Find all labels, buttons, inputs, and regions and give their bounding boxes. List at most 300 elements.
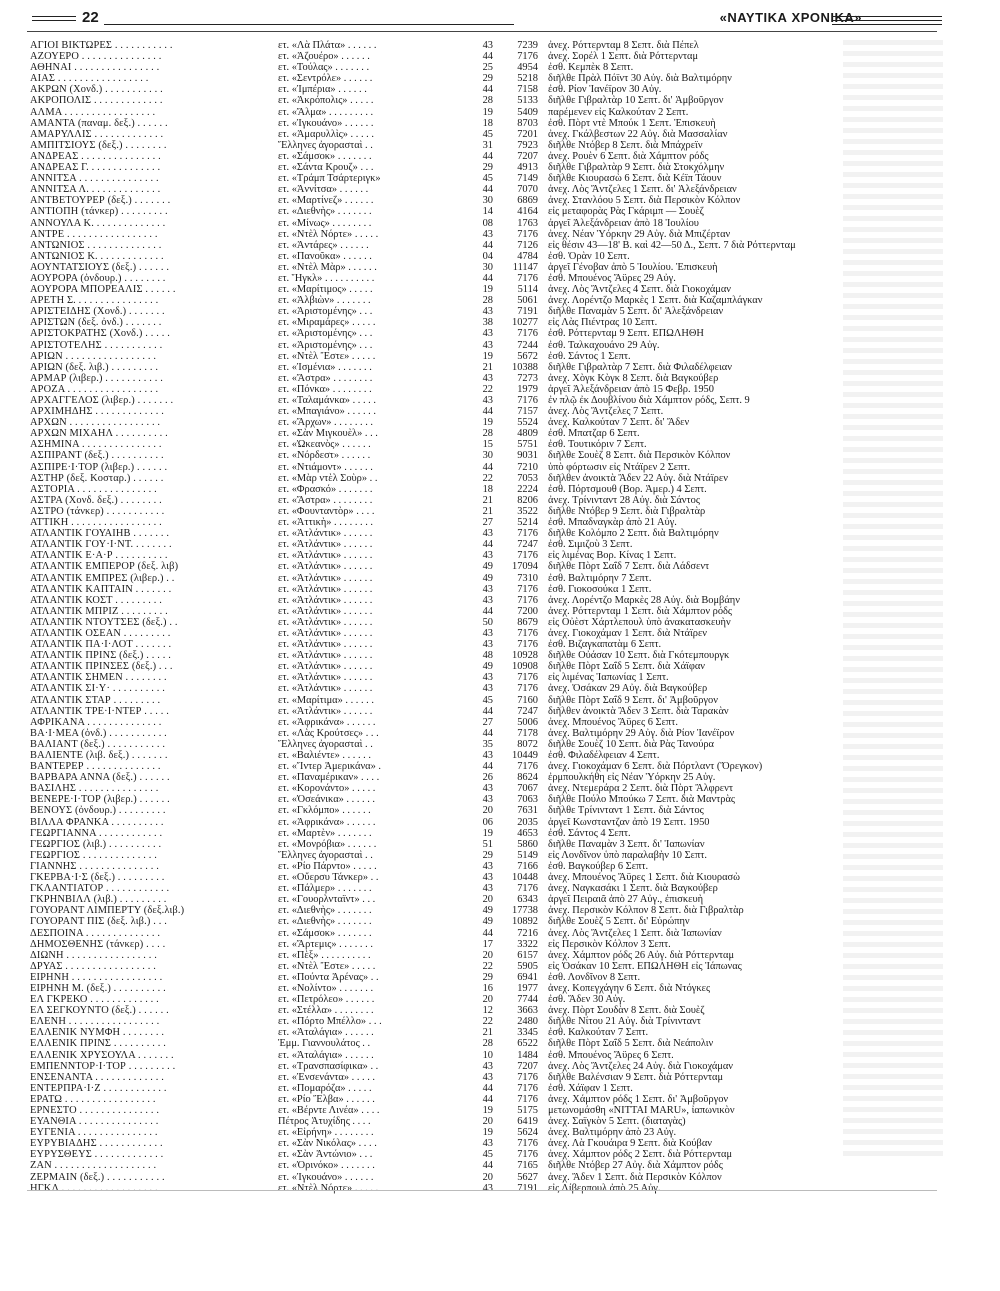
voyage-status: διῆλθε Παναμὰν 3 Σεπτ. δι' Ἰαπωνίαν xyxy=(548,838,705,850)
table-row xyxy=(30,595,930,606)
table-row xyxy=(30,107,930,118)
ship-name: ΑΤΛΑΝΤΙΚ ΕΜΠΕΡΟΡ (δεξ. λιβ) xyxy=(30,561,179,573)
build-year: 44 xyxy=(482,705,493,717)
ship-name: ΑΖΟΥΕΡΟ . . . . . . . . . . . . . . . xyxy=(30,51,162,63)
charter-owner: ετ. «Ντὲλ Ἔστε» . . . . . xyxy=(278,960,376,972)
ship-name: ΒΑ·Ι·ΜΕΑ (ὀνδ.) . . . . . . . . . . . xyxy=(30,727,167,739)
charter-owner: ετ. «Ἀτλάντικ» . . . . . . xyxy=(278,627,373,639)
build-year: 20 xyxy=(482,994,493,1006)
table-row xyxy=(30,73,930,84)
ship-name: ΑΝΤΩΝΙΟΣ Κ. . . . . . . . . . . . . xyxy=(30,250,164,262)
build-year: 21 xyxy=(482,361,493,373)
voyage-status: εἰς Λὰς Πιέντρας 10 Σεπτ. xyxy=(548,317,658,329)
table-row xyxy=(30,340,930,351)
build-year: 43 xyxy=(482,794,493,806)
voyage-status: ἀνεχ. Καλκούταν 7 Σεπτ. δι' Ἄδεν xyxy=(548,417,690,429)
tonnage: 10388 xyxy=(512,361,538,373)
voyage-status: διῆλθε Ντόβερ 27 Αὐγ. διὰ Χάμπτον ρόδς xyxy=(548,1160,723,1172)
table-row xyxy=(30,828,930,839)
voyage-status: ὑπὸ φόρτωσιν εἰς Ντάϊρεν 2 Σεπτ. xyxy=(548,461,691,473)
build-year: 08 xyxy=(482,217,493,229)
tonnage: 10449 xyxy=(512,750,538,761)
ship-name: ΑΝΔΡΕΑΣ . . . . . . . . . . . . . . . xyxy=(30,150,161,162)
table-row xyxy=(30,262,930,273)
table-row xyxy=(30,661,930,672)
ship-name: ΒΑΣΙΛΗΣ . . . . . . . . . . . . . . . xyxy=(30,783,159,795)
build-year: 45 xyxy=(482,1149,493,1161)
table-row xyxy=(30,317,930,328)
table-row xyxy=(30,1138,930,1149)
table-row xyxy=(30,983,930,994)
tonnage: 7149 xyxy=(517,173,538,185)
tonnage: 7176 xyxy=(517,395,538,406)
table-row xyxy=(30,628,930,639)
voyage-status: διῆλθεν ἀνοικτὰ Ἄδεν 22 Αὐγ. διὰ Ντάϊρεν xyxy=(548,472,728,484)
ship-name: ΑΤΛΑΝΤΙΚ ΚΑΠΤΑΙΝ . . . . . . . xyxy=(30,583,172,595)
voyage-status: διῆλθε Πὸρτ Σαΐδ 5 Σεπτ. διὰ Νεάπολιν xyxy=(548,1038,714,1050)
ship-name: ΕΡΝΕΣΤΟ . . . . . . . . . . . . . . . xyxy=(30,1105,160,1116)
voyage-status: ἐσθ. Τουτικόριν 7 Σεπτ. xyxy=(548,439,647,451)
charter-owner: ετ. «Μαρτίνεζ» . . . . . . xyxy=(278,195,374,207)
voyage-status: ἐσθ. Μπουένος Ἄϋρες 6 Σεπτ. xyxy=(548,1049,674,1061)
build-year: 22 xyxy=(482,960,493,972)
build-year: 49 xyxy=(482,661,493,673)
ship-name: ΒΑΝΤΕΡΕΡ . . . . . . . . . . . . . . xyxy=(30,761,161,773)
tonnage: 8072 xyxy=(517,738,538,750)
voyage-status: ἀνεχ. Σορέλ 1 Σεπτ. διὰ Ρόττερνταμ xyxy=(548,51,699,63)
ship-name: ΓΚΕΡΒΑ·Ι·Σ (δεξ.) . . . . . . . . . xyxy=(30,872,165,884)
voyage-status: ἐρμπουλκήθη εἰς Νέαν Ὑόρκην 25 Αὐγ. xyxy=(548,772,716,784)
voyage-status: ἀνεχ. Χάμπτον ρόδς 1 Σεπτ. δι' Ἀμβοῦργον xyxy=(548,1093,729,1105)
tonnage: 7176 xyxy=(517,1093,538,1105)
ship-name: ΖΕΡΜΑΙΝ (δεξ.) . . . . . . . . . . . xyxy=(30,1171,165,1183)
table-row xyxy=(30,506,930,517)
charter-owner: ετ. «Πανοῦκα» . . . . . . xyxy=(278,250,372,262)
voyage-status: ἐσθ. Σάντος 1 Σεπτ. xyxy=(548,350,631,362)
build-year: 22 xyxy=(482,383,493,395)
ship-name: ΕΝΤΕΡΠΡΑ·Ι·Ζ . . . . . . . . . . . . xyxy=(30,1082,167,1094)
table-row xyxy=(30,51,930,62)
tonnage: 5627 xyxy=(517,1171,538,1183)
ship-name: ΒΑΡΒΑΡΑ ΑΝΝΑ (δεξ.) . . . . . . xyxy=(30,772,170,784)
tonnage: 3322 xyxy=(517,938,538,950)
charter-owner: ετ. «Σὰν Μιγκουὲλ» . . . xyxy=(278,428,378,440)
table-row xyxy=(30,1094,930,1105)
charter-owner: ετ. «Ἰγκουάνο» . . . . . . xyxy=(278,117,374,129)
tonnage: 4954 xyxy=(517,62,538,74)
voyage-status: διῆλθε Σουὲζ 5 Σεπτ. δι' Εὐρώπην xyxy=(548,916,690,928)
table-row xyxy=(30,883,930,894)
charter-owner: ετ. «Ἴντερ Ἀμερικάνα» . xyxy=(278,761,381,773)
tonnage: 5751 xyxy=(517,439,538,451)
tonnage: 7191 xyxy=(517,306,538,318)
table-row xyxy=(30,362,930,373)
build-year: 19 xyxy=(482,827,493,839)
charter-owner: ετ. «Μαρίτιμα» . . . . . . xyxy=(278,694,374,706)
build-year: 19 xyxy=(482,284,493,296)
charter-owner: ετ. «Ρίο Πάρντο» . . . . . xyxy=(278,860,377,872)
tonnage: 7067 xyxy=(517,783,538,795)
ship-name: ΑΣΠΙΡΑΝΤ (δεξ.) . . . . . . . . . . xyxy=(30,450,164,462)
tonnage: 5624 xyxy=(517,1127,538,1139)
tonnage: 8624 xyxy=(517,772,538,784)
ship-name: ΑΣΠΙΡΕ·Ι·ΤΟΡ (λιβερ.) . . . . . . xyxy=(30,461,168,473)
build-year: 43 xyxy=(482,683,493,695)
charter-owner: ετ. «Ἐνσενάντα» . . . . . xyxy=(278,1071,375,1083)
voyage-status: ἀργεῖ Κωνσταντζαν ἀπὸ 19 Σεπτ. 1950 xyxy=(548,816,710,828)
build-year: 43 xyxy=(482,1060,493,1072)
build-year: 30 xyxy=(482,261,493,273)
tonnage: 1979 xyxy=(517,383,538,395)
voyage-status: ἀργεῖ Ἀλεξάνδρειαν ἀπὸ 15 Φεβρ. 1950 xyxy=(548,383,714,395)
table-row xyxy=(30,240,930,251)
voyage-status: ἀνεχ. Λὸς Ἄντζελες 24 Αὐγ. διὰ Γιοκοχάμαν xyxy=(548,1060,734,1072)
charter-owner: ετ. «Ἀτλάντικ» . . . . . . xyxy=(278,605,373,617)
build-year: 28 xyxy=(482,1038,493,1050)
build-year: 49 xyxy=(482,572,493,584)
build-year: 49 xyxy=(482,905,493,917)
voyage-status: διῆλθε Πρὰλ Πόϊντ 30 Αὐγ. διὰ Βαλτιμόρην xyxy=(548,73,732,85)
tonnage: 5061 xyxy=(517,295,538,307)
table-row xyxy=(30,550,930,561)
voyage-status: διῆλθε Σουὲζ 10 Σεπτ. διὰ Ρὰς Τανούρα xyxy=(548,738,714,750)
voyage-status: διῆλθε Σουὲζ 8 Σεπτ. διὰ Περσικὸν Κόλπον xyxy=(548,450,731,462)
charter-owner: ετ. «Ἀλβιὼν» . . . . . . . xyxy=(278,295,371,307)
build-year: 48 xyxy=(482,650,493,662)
voyage-status: εἰς Περσικὸν Κόλπον 3 Σεπτ. xyxy=(548,938,671,950)
charter-owner: ετ. «Ἀτλάντικ» . . . . . . xyxy=(278,583,373,595)
ship-name: ΑΤΛΑΝΤΙΚ ΕΜΠΡΕΣ (λιβερ.) . . xyxy=(30,572,175,584)
voyage-status: ἀνεχ. Λὸς Ἄντζελες 7 Σεπτ. xyxy=(548,406,664,418)
tonnage: 7053 xyxy=(517,472,538,484)
voyage-status: ἀνεχ. Λὸς Ἄντζελες 1 Σεπτ. δι' Ἀλεξάνδρειαν xyxy=(548,184,737,196)
charter-owner: Πέτρος Ἀτυχίδης . . . . xyxy=(278,1116,371,1128)
build-year: 20 xyxy=(482,1116,493,1128)
charter-owner: ετ. «Τρανσπασίφικα» . . xyxy=(278,1060,379,1072)
tonnage: 7310 xyxy=(517,572,538,584)
build-year: 30 xyxy=(482,195,493,207)
table-row xyxy=(30,140,930,151)
tonnage: 4653 xyxy=(517,827,538,839)
table-row xyxy=(30,1183,930,1194)
charter-owner: ετ. «Γουορλνταϊντ» . . . xyxy=(278,894,376,906)
build-year: 17 xyxy=(482,938,493,950)
voyage-status: ἀνεχ. Λὸς Ἄντζελες 4 Σεπτ. διὰ Γιοκοχάμαν xyxy=(548,284,731,296)
table-row xyxy=(30,450,930,461)
build-year: 44 xyxy=(482,927,493,939)
build-year: 20 xyxy=(482,1171,493,1183)
build-year: 19 xyxy=(482,106,493,118)
table-row xyxy=(30,184,930,195)
build-year: 28 xyxy=(482,95,493,107)
tonnage: 10448 xyxy=(512,872,538,884)
table-row xyxy=(30,683,930,694)
ship-name: ΑΜΑΝΤΑ (παναμ. δεξ.) . . . . . . xyxy=(30,117,168,129)
charter-owner: Ἕλληνες ἀγορασταὶ . . xyxy=(278,139,373,151)
build-year: 43 xyxy=(482,639,493,651)
charter-owner: ετ. «Ἀτλάντικ» . . . . . . xyxy=(278,539,373,551)
ship-name: ΑΤΛΑΝΤΙΚ ΠΡΙΝΣΕΣ (δεξ.) . . . xyxy=(30,661,173,673)
build-year: 04 xyxy=(482,250,493,262)
voyage-status: ἀνεχ. Κοπεγχάγην 6 Σεπτ. διὰ Ντόγκες xyxy=(548,982,711,994)
voyage-status: ἐσθ. Βαλτιμόρην 7 Σεπτ. xyxy=(548,572,652,584)
voyage-status: ἀνεχ. Ντεμεράρα 2 Σεπτ. διὰ Πὸρτ Ἄλφρεντ xyxy=(548,783,734,795)
table-row xyxy=(30,706,930,717)
charter-owner: ετ. «Σὰν Νικόλας» . . . . xyxy=(278,1138,377,1150)
tonnage: 7166 xyxy=(517,860,538,872)
voyage-status: ἀνεχ. Στανλόου 5 Σεπτ. διὰ Περσικὸν Κόλπον xyxy=(548,195,741,207)
voyage-status: ἀργεῖ Γένοβαν ἀπὸ 5 Ἰουλίου. Ἐπισκευὴ xyxy=(548,261,718,273)
ship-name: ΑΝΔΡΕΑΣ Γ. . . . . . . . . . . . . . xyxy=(30,162,161,174)
table-row xyxy=(30,1027,930,1038)
ship-name: ΑΝΝΙΤΣΑ . . . . . . . . . . . . . . . xyxy=(30,173,159,185)
charter-owner: ετ. Ἥγκλ» . . . . . . . . . . xyxy=(278,272,375,284)
table-row xyxy=(30,561,930,572)
table-row xyxy=(30,95,930,106)
voyage-status: ἀνεχ. Ρόττερνταμ 1 Σεπτ. διὰ Χάμπτον ρόδς xyxy=(548,605,733,617)
tonnage: 4913 xyxy=(517,162,538,174)
charter-owner: ετ. «Σάμσοκ» . . . . . . . xyxy=(278,927,372,939)
tonnage: 7191 xyxy=(517,1182,538,1194)
running-title: «ΝΑΥΤΙΚΑ ΧΡΟΝΙΚΑ» xyxy=(719,10,862,25)
charter-owner: ετ. «Ἰσμένια» . . . . . . . xyxy=(278,361,372,373)
tonnage: 7176 xyxy=(517,328,538,340)
voyage-status: ἐσθ. Ταλκαχουάνο 29 Αὐγ. xyxy=(548,339,660,351)
build-year: 51 xyxy=(482,838,493,850)
build-year: 43 xyxy=(482,1071,493,1083)
build-year: 44 xyxy=(482,84,493,96)
charter-owner: ετ. «Ταλαμάνκα» . . . . . xyxy=(278,395,376,406)
ship-name: ΕΛΛΕΝΙΚ ΧΡΥΣΟΥΛΑ . . . . . . . xyxy=(30,1049,174,1061)
ship-name: ΑΟΥΡΟΡΑ ΜΠΟΡΕΑΛΙΣ . . . . . . xyxy=(30,284,176,296)
ship-name: ΕΥΡΥΒΙΑΔΗΣ . . . . . . . . . . . . xyxy=(30,1138,163,1150)
ship-name: ΑΤΛΑΝΤΙΚ ΚΟΣΤ . . . . . . . . . xyxy=(30,594,162,606)
table-row xyxy=(30,717,930,728)
charter-owner: ετ. «Τράμπ Τσάρτεριγκ» xyxy=(278,173,381,185)
table-row xyxy=(30,739,930,750)
voyage-status: διῆλθε Γιβραλτὰρ 9 Σεπτ. διὰ Στοκχόλμην xyxy=(548,162,725,174)
table-row xyxy=(30,783,930,794)
ship-name: ΕΛΛΕΝΙΚ ΝΥΜΦΗ . . . . . . . . xyxy=(30,1027,165,1039)
charter-owner: ετ. «Νόρδεστ» . . . . . . xyxy=(278,450,371,462)
ship-name: ΑΤΛΑΝΤΙΚ ΓΟΥ·Ι·ΝΤ. . . . . . . . xyxy=(30,539,172,551)
ship-name: ΓΕΩΡΓΙΑΝΝΑ . . . . . . . . . . . . xyxy=(30,827,163,839)
tonnage: 5149 xyxy=(517,849,538,861)
tonnage: 7176 xyxy=(517,1082,538,1094)
tonnage: 2224 xyxy=(517,483,538,495)
charter-owner: ετ. «Φρασκό» . . . . . . . xyxy=(278,483,373,495)
voyage-status: ἀνεχ. Χάμπτον ρόδς 26 Αὐγ. διὰ Ρόττερνταμ xyxy=(548,949,735,961)
build-year: 21 xyxy=(482,505,493,517)
ship-name: ΑΡΙΣΤΕΙΔΗΣ (Χονδ.) . . . . . . . xyxy=(30,306,165,318)
table-row xyxy=(30,939,930,950)
charter-owner: ετ. «Ἄρτεμις» . . . . . . . xyxy=(278,938,373,950)
charter-owner: ετ. «Ἀκρόπολις» . . . . . xyxy=(278,95,374,107)
voyage-status: ἐσθ. Ἄδεν 30 Αὐγ. xyxy=(548,994,626,1006)
ship-name: ΑΤΛΑΝΤΙΚ ΓΟΥΑΙΗΒ . . . . . . . xyxy=(30,528,170,540)
voyage-status: ἀνεχ. Μπουένος Ἄϋρες 6 Σεπτ. xyxy=(548,716,678,728)
tonnage: 7063 xyxy=(517,794,538,806)
table-row xyxy=(30,573,930,584)
table-row xyxy=(30,1072,930,1083)
build-year: 44 xyxy=(482,761,493,773)
ship-name: ΔΙΩΝΗ . . . . . . . . . . . . . . . . . xyxy=(30,949,158,961)
tonnage: 7176 xyxy=(517,1138,538,1150)
build-year: 22 xyxy=(482,472,493,484)
voyage-status: ἀνεχ. Λορέντζο Μαρκὲς 1 Σεπτ. διὰ Καζαμπλάγκαν xyxy=(548,295,763,307)
charter-owner: ετ. «Πομαρόζα» . . . . . xyxy=(278,1082,372,1094)
charter-owner: ετ. «Ἰμπέρια» . . . . . . xyxy=(278,84,367,96)
table-row xyxy=(30,118,930,129)
tonnage: 8703 xyxy=(517,117,538,129)
ship-name: ΒΑΛΙΑΝΤ (δεξ.) . . . . . . . . . . . xyxy=(30,738,166,750)
build-year: 21 xyxy=(482,1027,493,1039)
ship-name: ΓΚΡΗΝΒΙΛΛ (λιβ.) . . . . . . . . . xyxy=(30,894,167,906)
voyage-status: ἀνεχ. Γκάλβεστων 22 Αὐγ. διὰ Μασσαλίαν xyxy=(548,128,728,140)
charter-owner: ετ. «Ὀρινόκο» . . . . . . . xyxy=(278,1160,375,1172)
charter-owner: ετ. «Πόνκα» . . . . . . . . xyxy=(278,383,372,395)
footer-rule xyxy=(27,1190,937,1191)
charter-owner: ετ. «Μαρίτιμος» . . . . . xyxy=(278,284,373,296)
table-row xyxy=(30,972,930,983)
tonnage: 4809 xyxy=(517,428,538,440)
ship-name: ΕΡΑΤΩ . . . . . . . . . . . . . . . . . xyxy=(30,1093,156,1105)
table-row xyxy=(30,672,930,683)
ship-name: ΑΣΤΡΟ (τάνκερ) . . . . . . . . . . . xyxy=(30,505,165,517)
build-year: 25 xyxy=(482,62,493,74)
charter-owner: ετ. «Σάμσοκ» . . . . . . . xyxy=(278,150,372,162)
ship-name: ΑΡΕΤΗ Σ. . . . . . . . . . . . . . . . xyxy=(30,295,159,307)
build-year: 43 xyxy=(482,883,493,895)
voyage-status: διῆλθε Πὸρτ Σαΐδ 7 Σεπτ. διὰ Λάδσεντ xyxy=(548,561,710,573)
build-year: 43 xyxy=(482,339,493,351)
tonnage: 7176 xyxy=(517,639,538,651)
build-year: 29 xyxy=(482,971,493,983)
charter-owner: Ἐμμ. Γιαννουλάτος . . xyxy=(278,1038,371,1050)
build-year: 18 xyxy=(482,483,493,495)
voyage-status: ἐσθ. Καλκούταν 7 Σεπτ. xyxy=(548,1027,649,1039)
ship-name: ΑΤΛΑΝΤΙΚ ΠΡΙΝΣ (δεξ.) . . . . . xyxy=(30,650,171,662)
table-row xyxy=(30,1127,930,1138)
voyage-status: ἐσθ. Μπουένος Ἄϋρες 29 Αὐγ. xyxy=(548,272,676,284)
ship-name: ΕΙΡΗΝΗ . . . . . . . . . . . . . . . . . xyxy=(30,971,163,983)
tonnage: 7070 xyxy=(517,184,538,196)
charter-owner: ετ. «Ντιάμοντ» . . . . . . xyxy=(278,461,373,473)
charter-owner: ετ. «Νολίντο» . . . . . . . xyxy=(278,982,374,994)
ship-name: ΑΤΛΑΝΤΙΚ ΟΣΕΑΝ . . . . . . . . . xyxy=(30,627,171,639)
voyage-status: ἀνεχ. Βαλτιμόρην 29 Αὐγ. διὰ Ρίον Ἰανέϊρον xyxy=(548,727,735,739)
table-row xyxy=(30,373,930,384)
table-row xyxy=(30,306,930,317)
charter-owner: ετ. «Μίνως» . . . . . . . . xyxy=(278,217,372,229)
table-row xyxy=(30,994,930,1005)
voyage-status: διῆλθε Γιβραλτὰρ 10 Σεπτ. δι' Ἀμβοῦργον xyxy=(548,95,724,107)
voyage-status: ἐσθ. Μπατζαρ 6 Σεπτ. xyxy=(548,428,640,440)
table-row xyxy=(30,584,930,595)
charter-owner: ετ. «Ἀτλάντικ» . . . . . . xyxy=(278,561,373,573)
ship-name: ΑΤΛΑΝΤΙΚ ΣΙ·Υ· . . . . . . . . . . xyxy=(30,683,166,695)
tonnage: 7160 xyxy=(517,694,538,706)
tonnage: 7207 xyxy=(517,1060,538,1072)
build-year: 43 xyxy=(482,672,493,684)
voyage-status: ἐσθ. Πόρτσμουθ (Βορ. Ἀμερ.) 4 Σεπτ. xyxy=(548,483,707,495)
tonnage: 7158 xyxy=(517,84,538,96)
voyage-status: ἀργεῖ Πειραιᾶ ἀπὸ 27 Αὐγ., ἐπισκευὴ xyxy=(548,894,704,906)
tonnage: 7247 xyxy=(517,705,538,717)
ship-name: ΑΡΧΩΝ . . . . . . . . . . . . . . . . . xyxy=(30,417,161,429)
table-row xyxy=(30,1016,930,1027)
tonnage: 5175 xyxy=(517,1105,538,1116)
tonnage: 10277 xyxy=(512,317,538,329)
charter-owner: ετ. «Ρίο Ἔλβα» . . . . . . xyxy=(278,1093,375,1105)
voyage-status: διῆλθε Παναμὰν 5 Σεπτ. δι' Ἀλεξάνδρειαν xyxy=(548,306,724,318)
tonnage: 7176 xyxy=(517,583,538,595)
charter-owner: ετ. «Ντὲλ Νόρτε» . . . . . xyxy=(278,228,379,240)
tonnage: 7176 xyxy=(517,528,538,540)
tonnage: 7176 xyxy=(517,272,538,284)
ship-name: ΓΟΥΟΡΑΝΤ ΠΙΣ (δεξ. λιβ.) . . . xyxy=(30,916,167,928)
voyage-status: ἐσθ. Ρίον Ἰανέϊρον 30 Αὐγ. xyxy=(548,84,662,96)
ship-name: ΑΣΗΜΙΝΑ . . . . . . . . . . . . . . . xyxy=(30,439,162,451)
table-row xyxy=(30,794,930,805)
ship-name: ΕΥΓΕΝΙΑ . . . . . . . . . . . . . . . xyxy=(30,1127,158,1139)
tonnage: 7176 xyxy=(517,51,538,63)
tonnage: 5114 xyxy=(517,284,538,296)
ship-name: ΑΣΤΟΡΙΑ . . . . . . . . . . . . . . . xyxy=(30,483,157,495)
voyage-status: ἀνεχ. Λὰ Γκουάιρα 9 Σεπτ. διὰ Κούβαν xyxy=(548,1138,712,1150)
ship-name: ΑΤΛΑΝΤΙΚ ΣΗΜΕΝ . . . . . . . . xyxy=(30,672,167,684)
build-year: 44 xyxy=(482,1082,493,1094)
voyage-status: ἐσθ. Πὸρτ ντὲ Μπούκ 1 Σεπτ. Ἐπισκευὴ xyxy=(548,117,716,129)
table-row xyxy=(30,528,930,539)
ship-name: ΒΑΛΙΕΝΤΕ (λιβ. δεξ.) . . . . . . . xyxy=(30,750,168,761)
build-year: 12 xyxy=(482,1005,493,1017)
build-year: 44 xyxy=(482,184,493,196)
tonnage: 7126 xyxy=(517,239,538,251)
voyage-status: διῆλθε Γιβραλτὰρ 7 Σεπτ. διὰ Φιλαδέλφειαν xyxy=(548,361,732,373)
ship-name: ΑΝΤΩΝΙΟΣ . . . . . . . . . . . . . . xyxy=(30,239,162,251)
build-year: 27 xyxy=(482,517,493,529)
table-row xyxy=(30,462,930,473)
table-row xyxy=(30,195,930,206)
ship-name: ΓΕΩΡΓΙΟΣ . . . . . . . . . . . . . . xyxy=(30,849,158,861)
table-row xyxy=(30,295,930,306)
table-row xyxy=(30,395,930,406)
charter-owner: ετ. «Μονρόβια» . . . . . . xyxy=(278,838,377,850)
voyage-status: διῆλθε Οὐάσαν 10 Σεπτ. διὰ Γκότεμπουργκ xyxy=(548,650,730,662)
voyage-status: ἐσθ. Μπαδναγκὰρ ἀπὸ 21 Αὐγ. xyxy=(548,517,677,529)
tonnage: 8206 xyxy=(517,494,538,506)
charter-owner: ετ. «Γκλόμπο» . . . . . . xyxy=(278,805,371,817)
voyage-status: ἐσθ. Φιλαδέλφειαν 4 Σεπτ. xyxy=(548,750,660,761)
tonnage: 7176 xyxy=(517,594,538,606)
table-row xyxy=(30,928,930,939)
tonnage: 5860 xyxy=(517,838,538,850)
charter-owner: ετ. «Ἀταλάγια» . . . . . . xyxy=(278,1049,374,1061)
charter-owner: ετ. «Πετρόλεο» . . . . . . xyxy=(278,994,375,1006)
charter-owner: ετ. «Μαρτὲν» . . . . . . . xyxy=(278,827,372,839)
build-year: 06 xyxy=(482,816,493,828)
charter-owner: ετ. «Ἀτλάντικ» . . . . . . xyxy=(278,528,373,540)
tonnage: 7631 xyxy=(517,805,538,817)
charter-owner: ετ. «Λὰς Κρούτσες» . . . xyxy=(278,727,379,739)
voyage-status: διῆλθε Κολόμπο 2 Σεπτ. διὰ Βαλτιμόρην xyxy=(548,528,719,540)
tonnage: 7239 xyxy=(517,40,538,51)
table-row xyxy=(30,606,930,617)
charter-owner: Ἕλληνες ἀγορασταὶ . . xyxy=(278,738,373,750)
ship-name: ΔΡΥΑΣ . . . . . . . . . . . . . . . . . xyxy=(30,960,156,972)
tonnage: 4164 xyxy=(517,206,538,218)
